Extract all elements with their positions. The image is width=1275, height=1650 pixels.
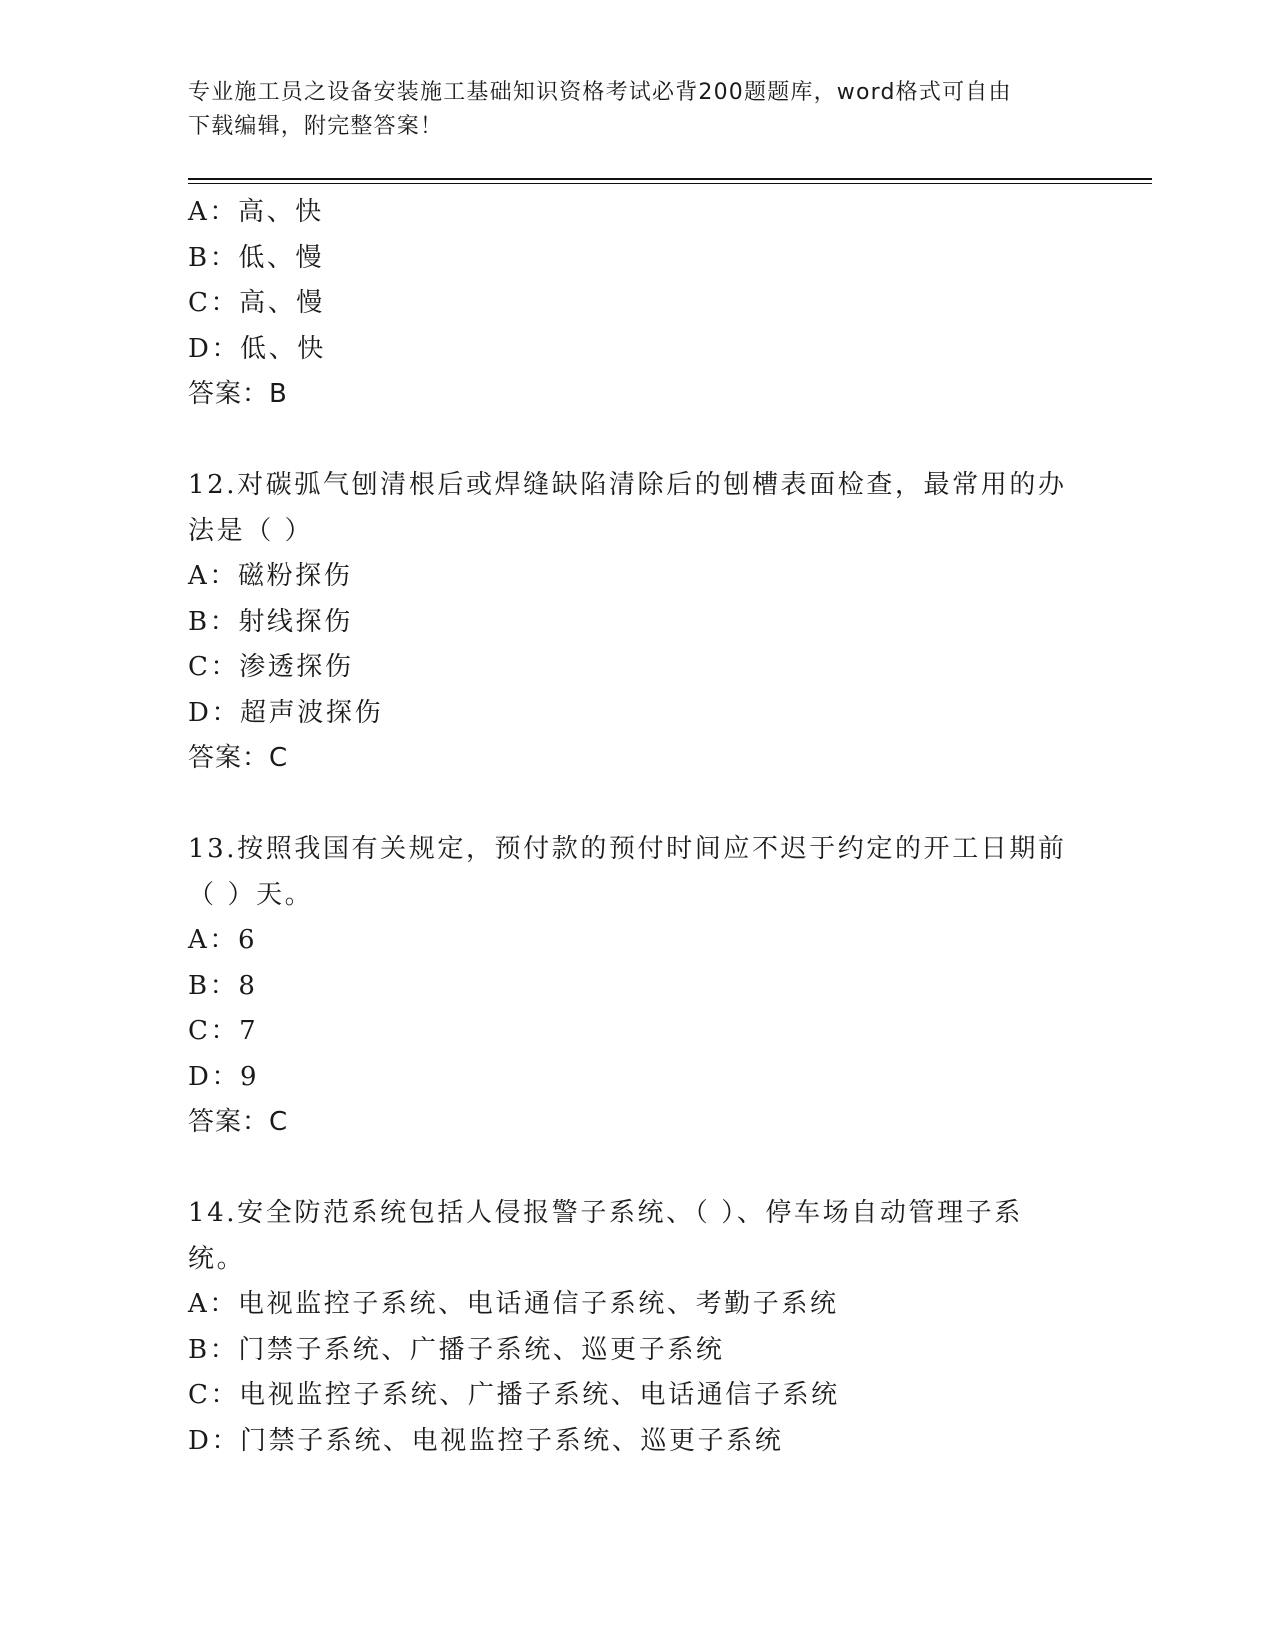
option-d: D：超声波探伤 — [188, 697, 384, 728]
option-c: C：电视监控子系统、广播子系统、电话通信子系统 — [188, 1380, 840, 1410]
header-line-2: 下载编辑，附完整答案！ — [188, 114, 444, 139]
option-c: C：渗透探伤 — [188, 652, 354, 682]
header-divider-thin — [188, 183, 1152, 184]
question-stem-line-2: 统。 — [188, 1243, 246, 1274]
option-b: B：低、慢 — [188, 242, 325, 273]
option-a: A：6 — [188, 925, 258, 955]
answer-line: 答案：B — [188, 379, 288, 409]
question-stem-line-1: 12.对碳弧气刨清根后或焊缝缺陷清除后的刨槽表面检查，最常用的办 — [188, 470, 1067, 500]
answer-line: 答案：C — [188, 1107, 289, 1137]
question-stem-line-2: （ ）天。 — [188, 879, 314, 910]
option-c: C：7 — [188, 1016, 259, 1046]
question-13 — [188, 827, 1088, 1146]
answer-line: 答案：C — [188, 743, 289, 773]
header-line-1: 专业施工员之设备安装施工基础知识资格考试必背200题题库，word格式可自由 — [188, 80, 1012, 105]
option-d: D：9 — [188, 1061, 260, 1092]
header-divider-thick — [188, 178, 1152, 180]
document-header — [188, 76, 1068, 144]
option-c: C：高、慢 — [188, 288, 325, 318]
question-content — [188, 190, 1088, 1464]
question-stem-line-2: 法是（ ） — [188, 515, 314, 546]
option-a: A：电视监控子系统、电话通信子系统、考勤子系统 — [188, 1289, 839, 1319]
option-a: A：高、快 — [188, 197, 324, 227]
question-stem-line-1: 13.按照我国有关规定，预付款的预付时间应不迟于约定的开工日期前 — [188, 834, 1067, 864]
option-d: D：门禁子系统、电视监控子系统、巡更子系统 — [188, 1425, 784, 1456]
option-b: B：8 — [188, 970, 258, 1001]
option-b: B：射线探伤 — [188, 606, 353, 637]
question-11-partial — [188, 190, 1088, 418]
question-14 — [188, 1191, 1088, 1464]
question-12 — [188, 463, 1088, 782]
option-d: D：低、快 — [188, 333, 326, 364]
option-a: A：磁粉探伤 — [188, 561, 353, 591]
option-b: B：门禁子系统、广播子系统、巡更子系统 — [188, 1334, 725, 1365]
question-stem-line-1: 14.安全防范系统包括人侵报警子系统、（ ）、停车场自动管理子系 — [188, 1198, 1023, 1228]
